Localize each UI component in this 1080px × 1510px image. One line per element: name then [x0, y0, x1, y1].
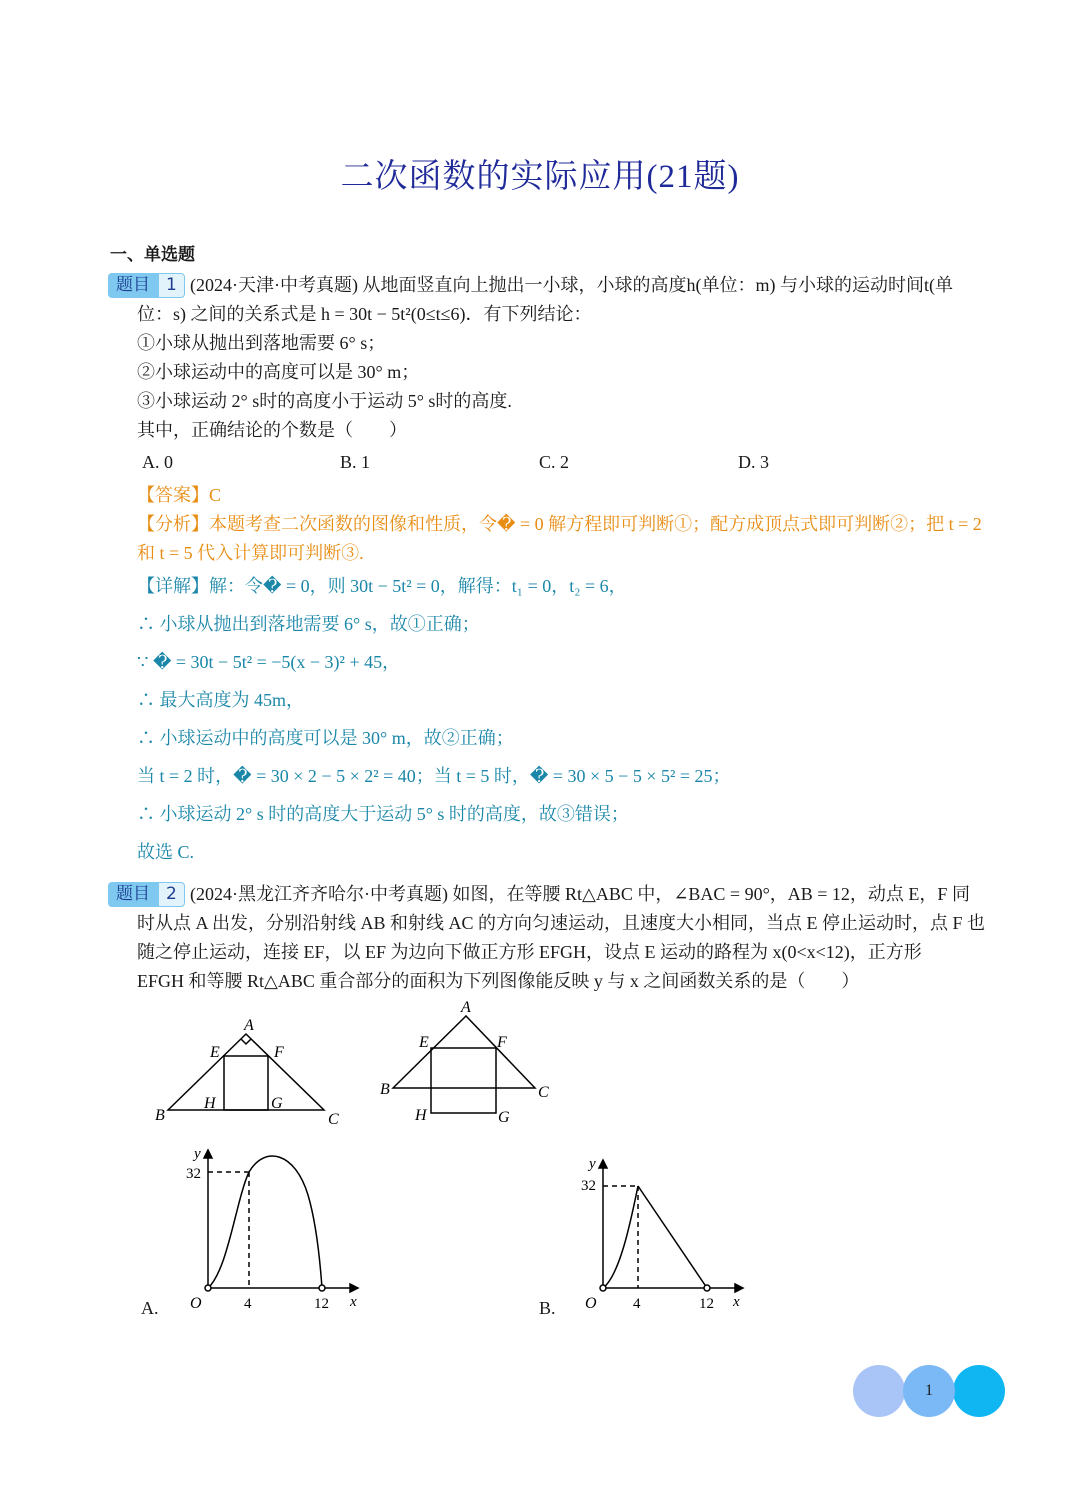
x-tick-12: 12 [699, 1296, 714, 1312]
point-label-g: G [271, 1095, 283, 1112]
open-point-origin [205, 1285, 211, 1291]
q2-option-a-label: A. [141, 1298, 159, 1318]
open-point-12 [704, 1285, 710, 1291]
triangle-abc [393, 1016, 535, 1088]
point-label-b: B [155, 1107, 165, 1124]
decor-circle-left [853, 1365, 905, 1417]
point-label-a: A [244, 1017, 254, 1034]
question-2-tag [108, 882, 185, 907]
figure-triangle-2 [375, 996, 575, 1131]
x-axis-label: x [350, 1294, 357, 1310]
q1-statement: ③小球运动 2° s时的高度小于运动 5° s时的高度. [137, 391, 512, 411]
x-tick-12: 12 [314, 1296, 329, 1312]
question-tag-label: 题目 [108, 273, 158, 298]
origin-label: O [585, 1295, 597, 1312]
graph-option-a [180, 1140, 370, 1315]
x-axis-arrow [735, 1284, 743, 1292]
point-label-h: H [415, 1107, 427, 1124]
q1-detail-line: ∵ � = 30t − 5t² = −5(x − 3)² + 45， [137, 652, 401, 672]
page-number: 1 [925, 1382, 933, 1399]
square-efgh [431, 1048, 496, 1113]
q1-analysis-line: 【分析】本题考查二次函数的图像和性质，令� = 0 解方程即可判断①；配方成顶点式即可判断②；把 t = 2 [137, 514, 982, 534]
x-tick-4: 4 [633, 1296, 641, 1312]
point-label-h: H [204, 1095, 216, 1112]
square-efgh [224, 1056, 268, 1110]
point-label-c: C [328, 1111, 339, 1128]
y-tick-32: 32 [186, 1166, 201, 1182]
q1-choice-d: D. 3 [738, 452, 769, 472]
q1-detail-line: 【详解】解：令� = 0，则 30t − 5t² = 0，解得：t₁ = 0，t₂ = 6， [137, 576, 627, 596]
q1-detail-line: ∴ 小球运动中的高度可以是 30° m，故②正确； [137, 728, 514, 748]
decor-circle-right [953, 1365, 1005, 1417]
point-label-f: F [274, 1044, 284, 1061]
point-label-g: G [498, 1109, 510, 1126]
q2-text-line: EFGH 和等腰 Rt△ABC 重合部分的面积为下列图像能反映 y 与 x 之间函数关系的是（ ） [137, 971, 860, 991]
q1-choice-b: B. 1 [340, 452, 371, 472]
curve-b [603, 1186, 638, 1288]
q1-choice-c: C. 2 [539, 452, 570, 472]
question-tag-label: 题目 [108, 882, 158, 907]
point-label-e: E [419, 1034, 429, 1051]
q1-answer: 【答案】C [137, 485, 222, 505]
q1-detail-line: ∴ 小球从抛出到落地需要 6° s，故①正确； [137, 614, 480, 634]
y-tick-32: 32 [581, 1178, 596, 1194]
point-label-a: A [461, 999, 471, 1016]
origin-label: O [190, 1295, 202, 1312]
q1-detail-line: 故选 C. [137, 842, 195, 862]
triangle-abc [168, 1034, 324, 1110]
y-axis-label: y [589, 1156, 596, 1172]
question-tag-number: 1 [158, 273, 185, 298]
point-label-c: C [538, 1084, 549, 1101]
graph-option-b [575, 1150, 755, 1315]
q1-choice-a: A. 0 [142, 452, 173, 472]
point-label-b: B [380, 1081, 390, 1098]
q1-detail-line: ∴ 最大高度为 45m， [137, 690, 305, 710]
y-axis-label: y [194, 1146, 201, 1162]
q2-text-line: 随之停止运动，连接 EF，以 EF 为边向下做正方形 EFGH，设点 E 运动的路程为 x(0<x<12)，正方形 [137, 942, 922, 962]
open-point-origin [600, 1285, 606, 1291]
page-title: 二次函数的实际应用(21题) [340, 159, 740, 195]
q1-text-line: (2024·天津·中考真题) 从地面竖直向上抛出一小球，小球的高度h(单位：m) 与小球的运动时间t(单 [190, 275, 953, 295]
open-point-12 [319, 1285, 325, 1291]
y-axis-arrow [204, 1150, 212, 1158]
section-heading: 一、单选题 [110, 245, 195, 265]
x-tick-4: 4 [244, 1296, 252, 1312]
q1-question: 其中，正确结论的个数是（ ） [137, 420, 407, 440]
q1-analysis-line: 和 t = 5 代入计算即可判断③. [137, 543, 364, 563]
y-axis-arrow [599, 1160, 607, 1168]
question-tag-number: 2 [158, 882, 185, 907]
curve-a [208, 1156, 322, 1288]
point-label-f: F [497, 1034, 507, 1051]
right-angle-mark [241, 1039, 251, 1044]
q1-text-line: 位：s) 之间的关系式是 h = 30t − 5t²(0≤t≤6)．有下列结论： [137, 304, 592, 324]
point-label-e: E [210, 1044, 220, 1061]
x-axis-label: x [733, 1294, 740, 1310]
q1-detail-line: 当 t = 2 时，� = 30 × 2 − 5 × 2² = 40；当 t = 5 时，� = 30 × 5 − 5 × 5² = 25； [137, 766, 731, 786]
x-axis-arrow [350, 1284, 358, 1292]
page-number-badge [853, 1365, 1005, 1417]
q2-text-line: (2024·黑龙江齐齐哈尔·中考真题) 如图，在等腰 Rt△ABC 中，∠BAC = 90°，AB = 12，动点 E，F 同 [190, 884, 970, 904]
q1-statement: ②小球运动中的高度可以是 30° m； [137, 362, 420, 382]
line-b [638, 1186, 707, 1288]
q2-option-b-label: B. [539, 1298, 556, 1318]
figure-triangle-1 [150, 1012, 360, 1132]
q1-detail-line: ∴ 小球运动 2° s 时的高度大于运动 5° s 时的高度，故③错误； [137, 804, 629, 824]
question-1-tag [108, 273, 185, 298]
q1-statement: ①小球从抛出到落地需要 6° s； [137, 333, 386, 353]
q2-text-line: 时从点 A 出发，分别沿射线 AB 和射线 AC 的方向匀速运动，且速度大小相同，当点 E 停止运动时，点 F 也 [137, 913, 986, 933]
